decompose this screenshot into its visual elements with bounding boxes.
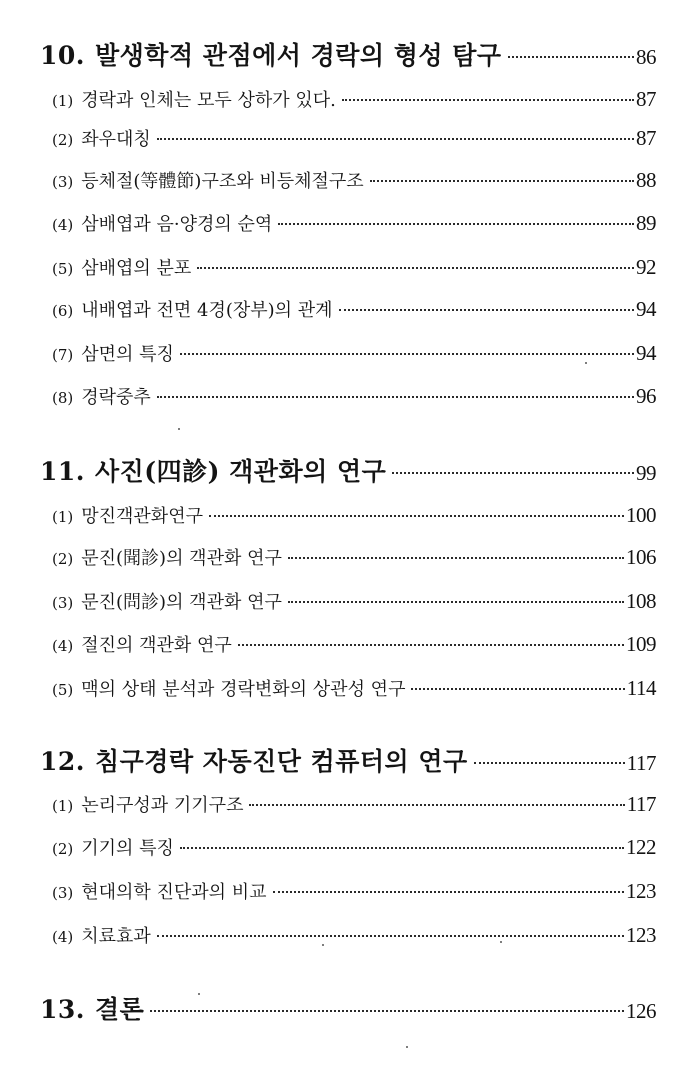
toc-page-number: 126 (626, 999, 656, 1023)
dot-leader (157, 396, 634, 398)
toc-entry-number: (4) (52, 637, 74, 655)
toc-item (52, 922, 656, 948)
dot-leader (342, 99, 634, 101)
dot-leader (339, 309, 634, 311)
dot-leader (180, 353, 634, 355)
dot-leader (288, 557, 624, 559)
toc-chapter-10 (40, 36, 656, 72)
toc-entry-text: 문진(聞診)의 객관화 연구 (81, 548, 282, 569)
toc-entry-number: (4) (52, 928, 74, 946)
toc-chapter-11 (40, 452, 656, 488)
toc-entry-text: 등체절(等體節)구조와 비등체절구조 (81, 171, 364, 192)
toc-entry-number: (7) (52, 346, 74, 364)
scan-speck (198, 993, 200, 995)
toc-page-number: 94 (636, 341, 656, 365)
toc-item (52, 210, 656, 236)
toc-entry-number: 12. (40, 747, 85, 776)
toc-entry-number: (6) (52, 302, 74, 320)
toc-item (52, 834, 656, 860)
toc-item (52, 254, 656, 280)
toc-chapter-13 (40, 990, 656, 1026)
toc-entry-text: 논리구성과 기기구조 (81, 795, 244, 816)
toc-entry-text: 기기의 특징 (81, 838, 174, 859)
toc-entry-number: (1) (52, 508, 74, 526)
toc-item (52, 544, 656, 570)
scan-speck (178, 428, 180, 430)
toc-entry-number: (2) (52, 550, 74, 568)
dot-leader (474, 762, 625, 764)
toc-entry-text: 삼배엽과 음·양경의 순역 (81, 214, 273, 235)
toc-entry-number: (8) (52, 389, 74, 407)
toc-entry-text: 발생학적 관점에서 경락의 형성 탐구 (95, 41, 502, 70)
toc-entry-number: 13. (40, 995, 85, 1024)
toc-entry-number: (4) (52, 216, 74, 234)
toc-item (52, 125, 656, 151)
toc-page-number: 114 (626, 676, 656, 700)
dot-leader (150, 1010, 624, 1012)
dot-leader (209, 515, 624, 517)
toc-item (52, 878, 656, 904)
toc-entry-title (40, 36, 502, 72)
dot-leader (197, 267, 634, 269)
toc-entry-text: 맥의 상태 분석과 경락변화의 상관성 연구 (81, 679, 406, 700)
toc-entry-number: (5) (52, 260, 74, 278)
toc-entry-number: (2) (52, 131, 74, 149)
scan-speck (322, 944, 324, 946)
toc-entry-text: 문진(問診)의 객관화 연구 (81, 592, 282, 613)
dot-leader (278, 223, 634, 225)
scan-speck (500, 941, 502, 943)
toc-page-number: 106 (626, 545, 656, 569)
toc-page-number: 86 (636, 45, 656, 69)
toc-item (52, 675, 656, 701)
dot-leader (238, 644, 624, 646)
toc-item (52, 86, 656, 112)
toc-entry-text: 현대의학 진단과의 비교 (81, 882, 267, 903)
toc-item (52, 588, 656, 614)
dot-leader (157, 935, 624, 937)
toc-page-number: 92 (636, 255, 656, 279)
dot-leader (249, 804, 624, 806)
toc-item (52, 296, 656, 322)
toc-entry-text: 침구경락 자동진단 컴퓨터의 연구 (95, 747, 468, 776)
scan-speck (406, 1046, 408, 1048)
toc-entry-text: 치료효과 (81, 926, 151, 947)
toc-item (52, 631, 656, 657)
toc-page-number: 94 (636, 297, 656, 321)
toc-item (52, 167, 656, 193)
toc-entry-text: 삼배엽의 분포 (81, 258, 192, 279)
toc-page-number: 87 (636, 126, 656, 150)
toc-item (52, 340, 656, 366)
scan-speck (585, 362, 587, 364)
toc-entry-text: 절진의 객관화 연구 (81, 635, 232, 656)
toc-page-number: 123 (626, 879, 656, 903)
dot-leader (180, 847, 624, 849)
toc-entry-number: (1) (52, 797, 74, 815)
toc-page-number: 117 (626, 751, 656, 775)
toc-page-number: 96 (636, 384, 656, 408)
toc-entry-number: 11. (40, 457, 85, 486)
toc-entry-text: 좌우대칭 (81, 129, 151, 150)
toc-item (52, 383, 656, 409)
toc-entry-number: 10. (40, 41, 85, 70)
toc-entry-number: (3) (52, 173, 74, 191)
toc-page-number: 100 (626, 503, 656, 527)
toc-entry-text: 사진(四診) 객관화의 연구 (95, 457, 387, 486)
toc-page-number: 108 (626, 589, 656, 613)
dot-leader (370, 180, 634, 182)
toc-entry-text: 결론 (95, 995, 145, 1024)
dot-leader (508, 56, 634, 58)
toc-page-number: 117 (626, 792, 656, 816)
toc-item (52, 502, 656, 528)
toc-entry-text: 경락중추 (81, 387, 151, 408)
toc-page-number: 109 (626, 632, 656, 656)
toc-page-number: 122 (626, 835, 656, 859)
toc-page-number: 123 (626, 923, 656, 947)
toc-page-number: 89 (636, 211, 656, 235)
dot-leader (157, 138, 634, 140)
toc-chapter-12 (40, 742, 656, 778)
toc-entry-number: (5) (52, 681, 74, 699)
toc-entry-number: (2) (52, 840, 74, 858)
toc-page-number: 99 (636, 461, 656, 485)
toc-entry-number: (3) (52, 594, 74, 612)
toc-entry-number: (3) (52, 884, 74, 902)
toc-entry-text: 경락과 인체는 모두 상하가 있다. (81, 90, 336, 111)
dot-leader (273, 891, 624, 893)
toc-entry-number: (1) (52, 92, 74, 110)
dot-leader (392, 472, 634, 474)
dot-leader (288, 601, 624, 603)
toc-page-number: 87 (636, 87, 656, 111)
toc-entry-text: 삼면의 특징 (81, 344, 174, 365)
dot-leader (411, 688, 624, 690)
toc-entry-text: 망진객관화연구 (81, 506, 203, 527)
toc-entry-text: 내배엽과 전면 4경(장부)의 관계 (81, 300, 333, 321)
toc-item (52, 791, 656, 817)
toc-page-number: 88 (636, 168, 656, 192)
